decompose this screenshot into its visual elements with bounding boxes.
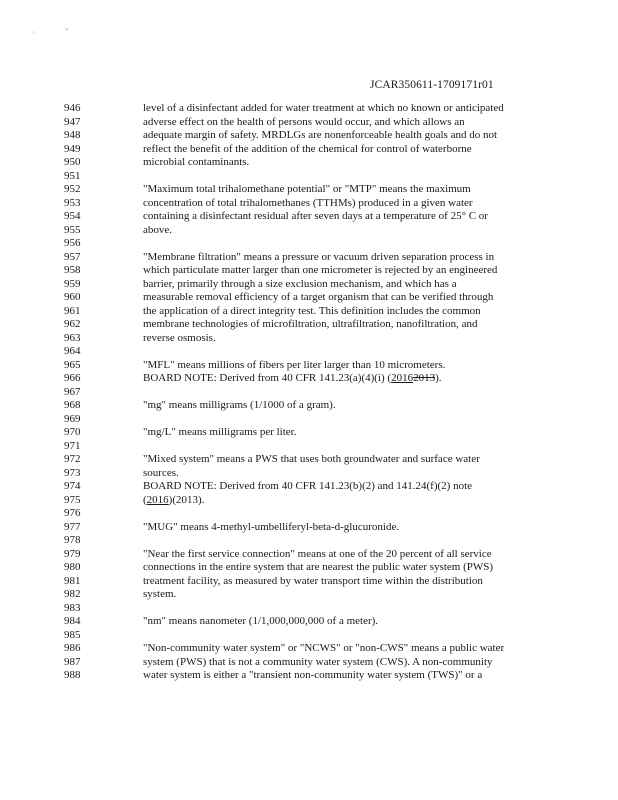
line-row	[0, 575, 618, 589]
line-row	[0, 372, 618, 386]
line-text	[143, 264, 497, 278]
line-text	[143, 156, 249, 170]
line-row	[0, 116, 618, 130]
line-text-main: "Membrane filtration" means a pressure or vacuum driven separation process in	[143, 250, 495, 263]
line-text-main: the application of a direct integrity test. This definition includes the common	[143, 304, 481, 317]
scan-mark: '	[33, 30, 35, 39]
line-number: 958	[64, 264, 81, 276]
line-text	[143, 359, 445, 373]
line-row	[0, 669, 618, 683]
line-number: 972	[64, 453, 81, 465]
line-number: 949	[64, 142, 81, 155]
line-number: 978	[64, 534, 81, 546]
line-text	[143, 372, 442, 386]
line-row	[0, 602, 618, 616]
line-number: 968	[64, 399, 81, 411]
line-text-main: BOARD NOTE: Derived from 40 CFR 141.23(b)(2) and 141.24(f)(2) note	[143, 480, 473, 492]
line-row	[0, 264, 618, 278]
line-text	[143, 453, 480, 467]
inserted-text: 2016	[391, 372, 414, 384]
line-row	[0, 318, 618, 332]
line-text	[143, 548, 492, 562]
line-text	[143, 426, 296, 440]
line-number: 950	[64, 156, 81, 168]
line-row	[0, 453, 618, 467]
line-text	[143, 588, 176, 602]
line-text-main: BOARD NOTE: Derived from 40 CFR 141.23(a)(4)(i) (	[143, 372, 392, 384]
line-text	[143, 575, 483, 589]
line-number: 986	[64, 642, 81, 654]
line-row	[0, 386, 618, 400]
line-row	[0, 480, 618, 494]
line-row	[0, 656, 618, 670]
line-number: 962	[64, 318, 81, 330]
line-number: 975	[64, 493, 81, 506]
line-text-main: microbial contaminants.	[143, 156, 250, 168]
scan-mark: "	[65, 27, 69, 36]
document-body	[0, 102, 618, 683]
line-text	[143, 615, 378, 629]
line-number: 953	[64, 196, 81, 209]
line-text-main: "mg" means milligrams (1/1000 of a gram).	[143, 399, 336, 411]
line-text-main: connections in the entire system that are nearest the public water system (PWS)	[143, 561, 494, 573]
line-text	[143, 251, 494, 265]
line-text-main: "Near the first service connection" means at one of the 20 percent of all service	[143, 547, 492, 560]
line-text-main: measurable removal efficiency of a target organism that can be verified through	[143, 291, 494, 303]
line-number: 982	[64, 588, 81, 600]
line-text	[143, 197, 473, 211]
line-number: 961	[64, 304, 81, 317]
line-number: 955	[64, 223, 81, 236]
line-row	[0, 237, 618, 251]
line-number: 956	[64, 237, 81, 249]
deleted-text: 2013	[413, 372, 436, 384]
line-text	[143, 102, 504, 116]
line-number: 971	[64, 439, 81, 452]
line-row	[0, 102, 618, 116]
line-text	[143, 210, 488, 224]
line-text-main: level of a disinfectant added for water treatment at which no known or anticipated	[143, 102, 504, 114]
line-text-main: "mg/L" means milligrams per liter.	[143, 426, 297, 438]
line-row	[0, 426, 618, 440]
line-number: 977	[64, 520, 81, 533]
line-number: 963	[64, 331, 81, 344]
line-row	[0, 143, 618, 157]
line-row	[0, 170, 618, 184]
line-row	[0, 183, 618, 197]
line-row	[0, 291, 618, 305]
line-row	[0, 210, 618, 224]
line-number: 979	[64, 547, 81, 560]
line-text-main: concentration of total trihalomethanes (TTHMs) produced in a given water	[143, 196, 473, 209]
line-row	[0, 156, 618, 170]
line-number: 969	[64, 412, 81, 425]
line-text	[143, 116, 465, 130]
line-row	[0, 440, 618, 454]
line-row	[0, 197, 618, 211]
line-row	[0, 359, 618, 373]
line-row	[0, 629, 618, 643]
line-text-main: sources.	[143, 466, 179, 479]
line-number: 981	[64, 574, 81, 587]
line-text	[143, 332, 216, 346]
line-number: 970	[64, 426, 81, 438]
line-text-main: "nm" means nanometer (1/1,000,000,000 of a meter).	[143, 615, 379, 627]
line-number: 960	[64, 291, 81, 303]
line-text	[143, 480, 472, 494]
line-text-main: "Mixed system" means a PWS that uses both groundwater and surface water	[143, 453, 480, 465]
line-text	[143, 669, 482, 683]
line-text-main: barrier, primarily through a size exclusion mechanism, and which has a	[143, 277, 457, 290]
line-row	[0, 507, 618, 521]
line-number: 951	[64, 169, 81, 182]
line-row	[0, 615, 618, 629]
line-text-tail: ).	[435, 372, 442, 384]
document-id: JCAR350611-1709171r01	[370, 79, 494, 91]
line-text-main: adverse effect on the health of persons would occur, and which allows an	[143, 115, 465, 128]
line-number: 988	[64, 669, 81, 681]
inserted-text: 2016	[146, 493, 169, 506]
line-text	[143, 399, 336, 413]
line-number: 973	[64, 466, 81, 479]
line-number: 965	[64, 358, 81, 371]
line-text	[143, 278, 457, 292]
line-text-main: "MUG" means 4-methyl-umbelliferyl-beta-d-glucuronide.	[143, 520, 400, 533]
line-number: 946	[64, 102, 81, 114]
line-text-main: containing a disinfectant residual after seven days at a temperature of 25° C or	[143, 210, 488, 222]
line-text-main: "MFL" means millions of fibers per liter larger than 10 micrometers.	[143, 358, 446, 371]
line-number: 964	[64, 345, 81, 357]
line-row	[0, 251, 618, 265]
line-row	[0, 413, 618, 427]
line-row	[0, 467, 618, 481]
line-number: 954	[64, 210, 81, 222]
line-number: 952	[64, 183, 81, 195]
line-row	[0, 399, 618, 413]
line-text	[143, 291, 493, 305]
line-text	[143, 305, 481, 319]
line-text-main: adequate margin of safety. MRDLGs are nonenforceable health goals and do not	[143, 129, 498, 141]
line-number: 987	[64, 655, 81, 668]
line-text	[143, 467, 179, 481]
line-text	[143, 143, 472, 157]
line-number: 983	[64, 601, 81, 614]
line-text-main: above.	[143, 223, 173, 236]
line-text	[143, 183, 471, 197]
line-number: 957	[64, 250, 81, 263]
line-text-main: (	[143, 493, 147, 506]
line-text-main: treatment facility, as measured by water transport time within the distribution	[143, 574, 483, 587]
line-number: 974	[64, 480, 81, 492]
line-number: 984	[64, 615, 81, 627]
line-number: 980	[64, 561, 81, 573]
line-number: 966	[64, 372, 81, 384]
line-row	[0, 305, 618, 319]
line-text	[143, 521, 399, 535]
line-text	[143, 318, 477, 332]
line-number: 947	[64, 115, 81, 128]
line-text-main: "Non-community water system" or "NCWS" or "non-CWS" means a public water	[143, 642, 505, 654]
line-text	[143, 642, 504, 656]
line-text	[143, 224, 172, 238]
line-number: 976	[64, 507, 81, 519]
line-text	[143, 561, 493, 575]
line-text	[143, 656, 493, 670]
line-row	[0, 561, 618, 575]
line-row	[0, 642, 618, 656]
line-number: 967	[64, 385, 81, 398]
line-text-main: "Maximum total trihalomethane potential" or "MTP" means the maximum	[143, 183, 471, 195]
line-row	[0, 278, 618, 292]
line-text-main: system.	[143, 588, 177, 600]
line-row	[0, 129, 618, 143]
line-number: 985	[64, 628, 81, 641]
line-row	[0, 345, 618, 359]
line-row	[0, 332, 618, 346]
line-text	[143, 129, 497, 143]
line-number: 959	[64, 277, 81, 290]
line-row	[0, 588, 618, 602]
line-text-main: reverse osmosis.	[143, 331, 216, 344]
line-row	[0, 224, 618, 238]
line-row	[0, 521, 618, 535]
line-text-main: which particulate matter larger than one micrometer is rejected by an engineered	[143, 264, 498, 276]
line-text-main: system (PWS) that is not a community water system (CWS). A non-community	[143, 655, 493, 668]
line-row	[0, 548, 618, 562]
line-text-main: membrane technologies of microfiltration, ultrafiltration, nanofiltration, and	[143, 318, 478, 330]
line-row	[0, 534, 618, 548]
line-text-main: reflect the benefit of the addition of the chemical for control of waterborne	[143, 142, 472, 155]
line-row	[0, 494, 618, 508]
line-text-tail: )(2013).	[168, 493, 205, 506]
line-text	[143, 494, 204, 508]
line-text-main: water system is either a "transient non-community water system (TWS)" or a	[143, 669, 483, 681]
line-number: 948	[64, 129, 81, 141]
